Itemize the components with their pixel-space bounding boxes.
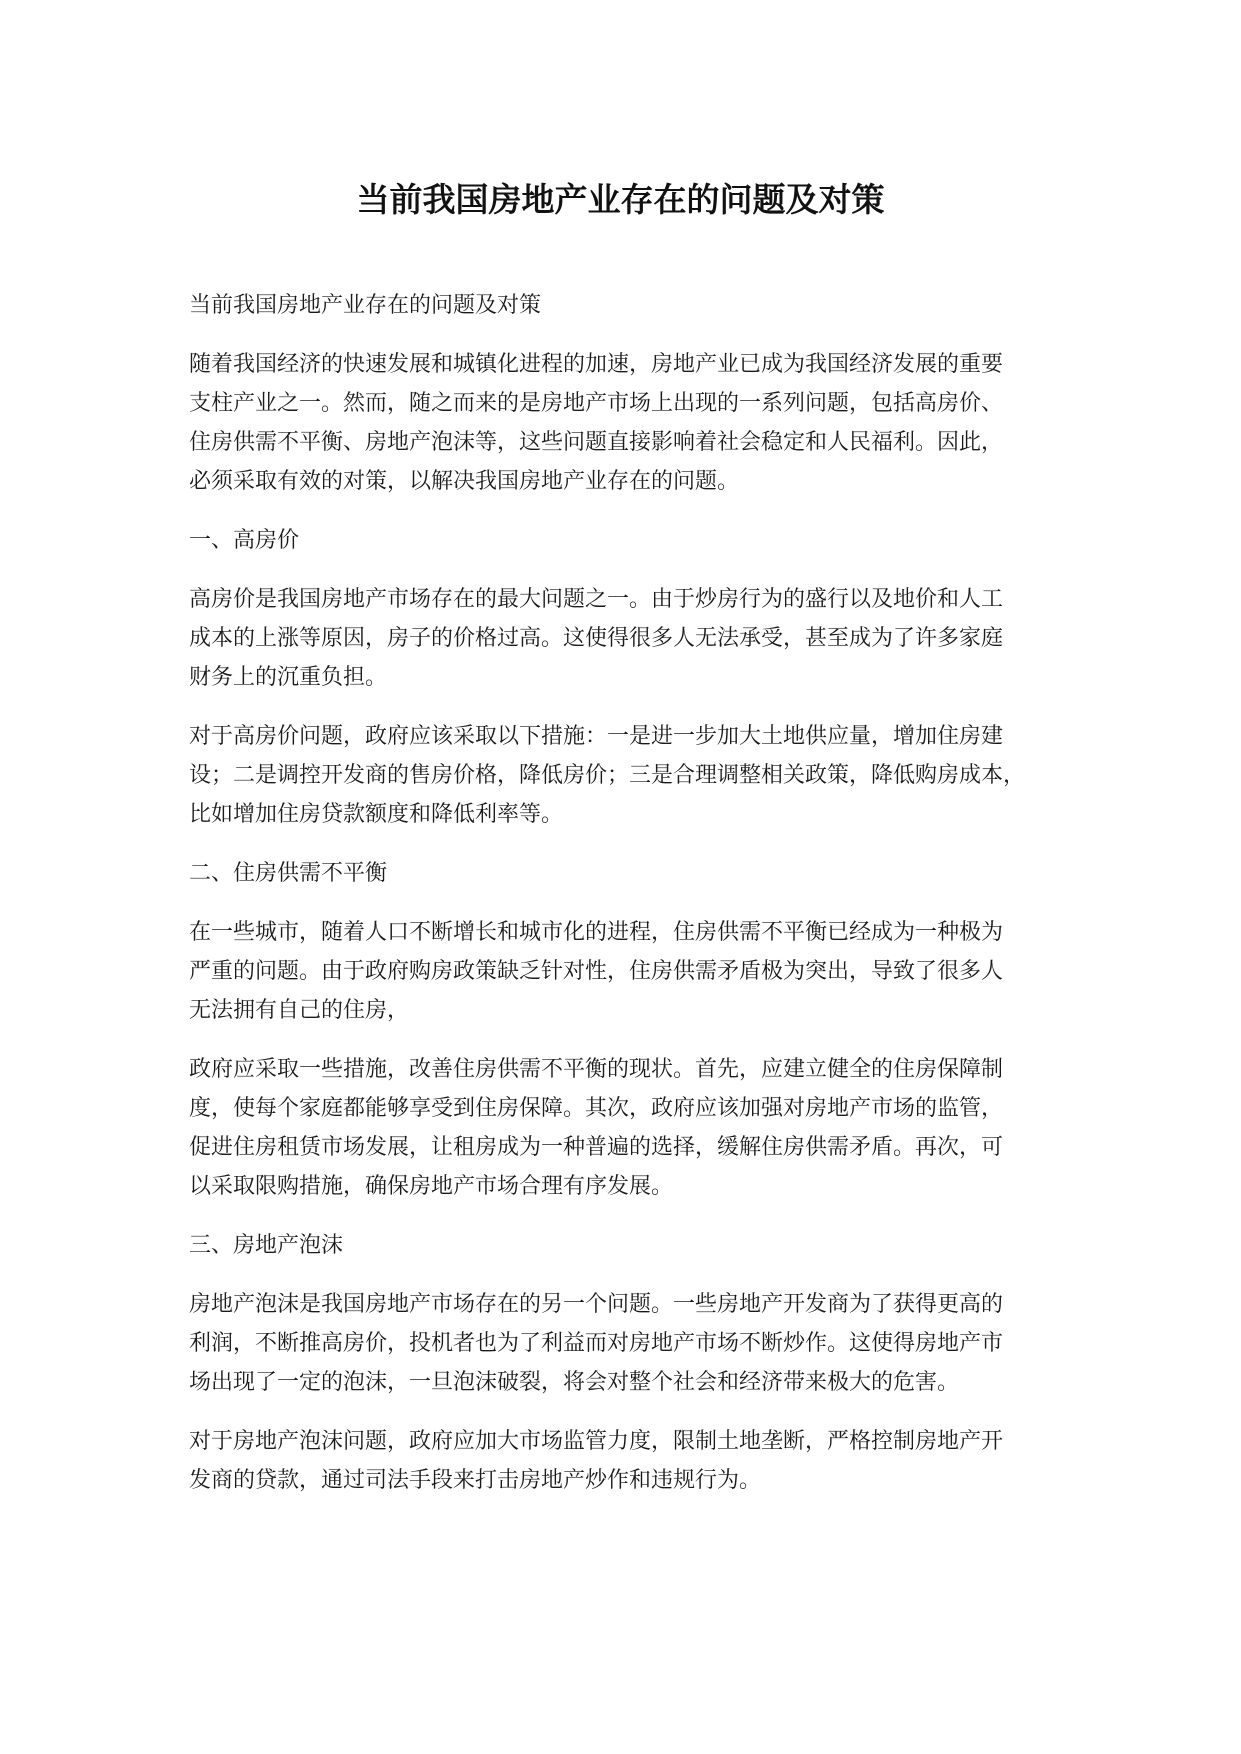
text-line: 支柱产业之一。然而，随之而来的是房地产市场上出现的一系列问题，包括高房价、	[189, 391, 1004, 416]
text-line: 促进住房租赁市场发展，让租房成为一种普遍的选择，缓解住房供需矛盾。再次，可	[189, 1135, 1004, 1160]
section-heading-supply-demand: 二、住房供需不平衡	[189, 861, 388, 886]
text-line: 利润，不断推高房价，投机者也为了利益而对房地产市场不断炒作。这使得房地产市	[189, 1331, 1004, 1356]
text-line: 发商的贷款，通过司法手段来打击房地产炒作和违规行为。	[189, 1468, 762, 1493]
text-line: 高房价是我国房地产市场存在的最大问题之一。由于炒房行为的盛行以及地价和人工	[189, 587, 1004, 612]
text-line: 无法拥有自己的住房，	[189, 998, 410, 1023]
document-body	[189, 286, 1089, 1520]
text-line: 政府应采取一些措施，改善住房供需不平衡的现状。首先，应建立健全的住房保障制	[189, 1057, 1004, 1082]
section-problem-paragraph	[189, 1285, 1089, 1402]
text-line: 在一些城市，随着人口不断增长和城市化的进程，住房供需不平衡已经成为一种极为	[189, 920, 1004, 945]
text-line: 对于高房价问题，政府应该采取以下措施：一是进一步加大土地供应量，增加住房建	[189, 724, 1004, 749]
text-line: 度，使每个家庭都能够享受到住房保障。其次，政府应该加强对房地产市场的监管，	[189, 1096, 1004, 1121]
section-heading-bubble: 三、房地产泡沫	[189, 1233, 344, 1258]
document-title: 当前我国房地产业存在的问题及对策	[356, 180, 885, 219]
section-solution-paragraph	[189, 717, 1089, 834]
text-line: 住房供需不平衡、房地产泡沫等，这些问题直接影响着社会稳定和人民福利。因此，	[189, 430, 1004, 455]
section-solution-paragraph	[189, 1422, 1089, 1500]
text-line: 必须采取有效的对策，以解决我国房地产业存在的问题。	[189, 469, 740, 494]
text-line: 比如增加住房贷款额度和降低利率等。	[189, 802, 564, 827]
text-line: 房地产泡沫是我国房地产市场存在的另一个问题。一些房地产开发商为了获得更高的	[189, 1292, 1004, 1317]
section-solution-paragraph	[189, 1050, 1089, 1206]
section-heading-high-price: 一、高房价	[189, 528, 300, 553]
intro-paragraph	[189, 345, 1089, 501]
document-subtitle: 当前我国房地产业存在的问题及对策	[189, 293, 542, 318]
text-line: 严重的问题。由于政府购房政策缺乏针对性，住房供需矛盾极为突出，导致了很多人	[189, 959, 1004, 984]
text-line: 财务上的沉重负担。	[189, 665, 388, 690]
text-line: 场出现了一定的泡沫，一旦泡沫破裂，将会对整个社会和经济带来极大的危害。	[189, 1370, 960, 1395]
text-line: 成本的上涨等原因，房子的价格过高。这使得很多人无法承受，甚至成为了许多家庭	[189, 626, 1004, 651]
section-problem-paragraph	[189, 913, 1089, 1030]
text-line: 以采取限购措施，确保房地产市场合理有序发展。	[189, 1174, 674, 1199]
text-line: 设；二是调控开发商的售房价格，降低房价；三是合理调整相关政策，降低购房成本，	[189, 763, 1026, 788]
text-line: 随着我国经济的快速发展和城镇化进程的加速，房地产业已成为我国经济发展的重要	[189, 352, 1004, 377]
section-problem-paragraph	[189, 580, 1089, 697]
text-line: 对于房地产泡沫问题，政府应加大市场监管力度，限制土地垄断，严格控制房地产开	[189, 1429, 1004, 1454]
